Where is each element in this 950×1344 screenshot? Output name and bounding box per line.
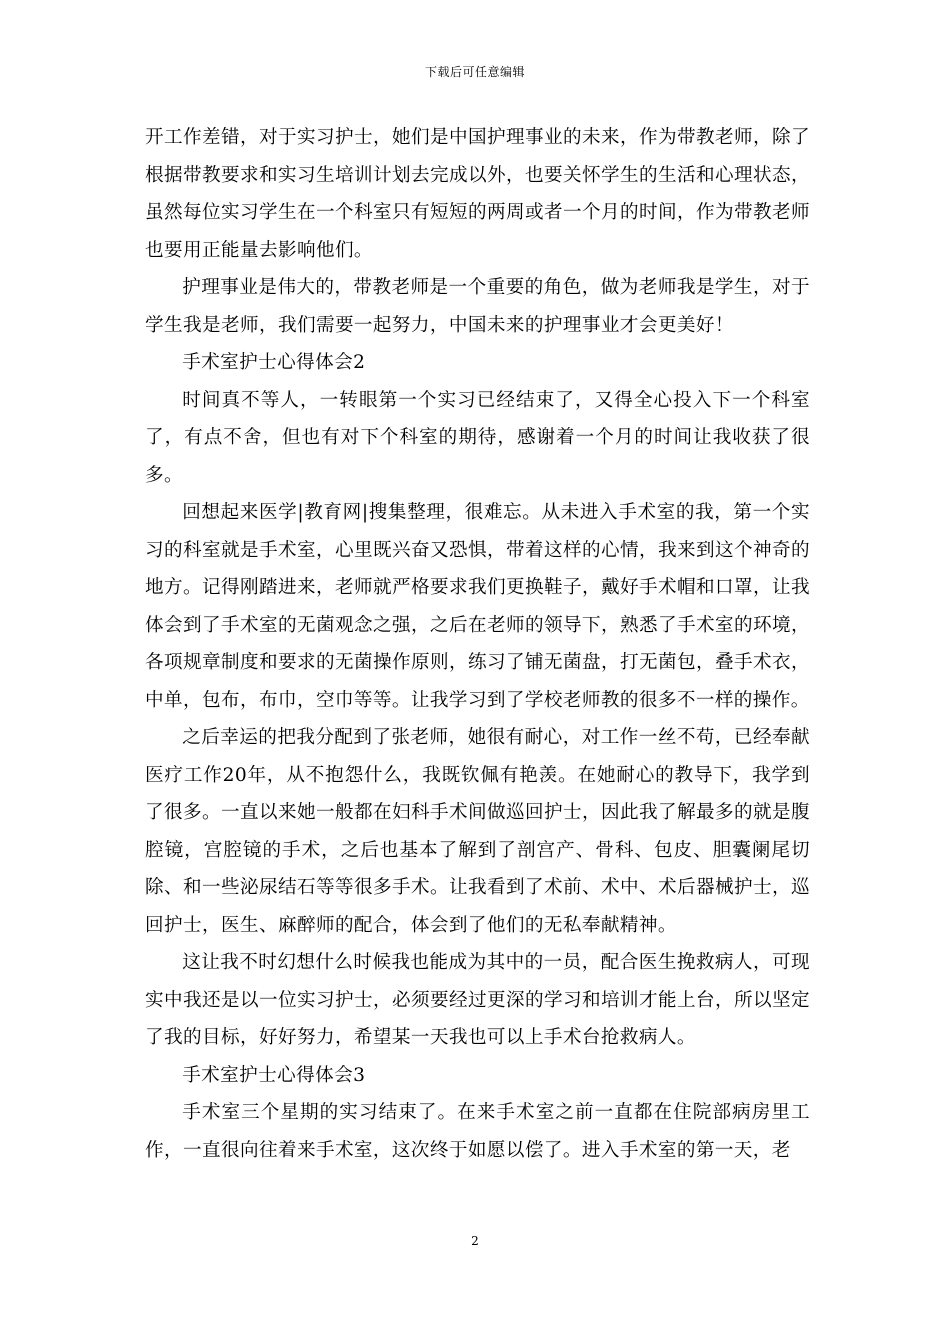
paragraph: 之后幸运的把我分配到了张老师，她很有耐心，对工作一丝不苟，已经奉献医疗工作20年，从不抱怨什么，我既钦佩有艳羡。在她耐心的教导下，我学到了很多。一直以来她一般都在妇科手术间做巡回护士，因此我了解最多的就是腹腔镜，宫腔镜的手术，之后也基本了解到了剖宫产、骨科、包皮、胆囊阑尾切除、和一些泌尿结石等等很多手术。让我看到了术前、术中、术后器械护士，巡回护士，医生、麻醉师的配合，体会到了他们的无私奉献精神。 [145, 727, 810, 936]
paragraph: 护理事业是伟大的，带教老师是一个重要的角色，做为老师我是学生，对于学生我是老师，我们需要一起努力，中国未来的护理事业才会更美好！ [145, 277, 810, 336]
section-heading-3: 手术室护士心得体会3 [182, 1064, 366, 1086]
paragraph: 这让我不时幻想什么时候我也能成为其中的一员，配合医生挽救病人，可现实中我还是以一位实习护士，必须要经过更深的学习和培训才能上台，所以坚定了我的目标，好好努力，希望某一天我也可以上手术台抢救病人。 [145, 952, 810, 1048]
paragraph: 回想起来医学|教育网|搜集整理，很难忘。从未进入手术室的我，第一个实习的科室就是手术室，心里既兴奋又恐惧，带着这样的心情，我来到这个神奇的地方。记得刚踏进来，老师就严格要求我们更换鞋子，戴好手术帽和口罩，让我体会到了手术室的无菌观念之强，之后在老师的领导下，熟悉了手术室的环境，各项规章制度和要求的无菌操作原则，练习了铺无菌盘，打无菌包，叠手术衣，中单，包布，布巾，空巾等等。让我学习到了学校老师教的很多不一样的操作。 [145, 502, 810, 711]
paragraph: 手术室三个星期的实习结束了。在来手术室之前一直都在住院部病房里工作，一直很向往着来手术室，这次终于如愿以偿了。进入手术室的第一天，老 [145, 1102, 810, 1161]
paragraph: 时间真不等人，一转眼第一个实习已经结束了，又得全心投入下一个科室了，有点不舍，但也有对下个科室的期待，感谢着一个月的时间让我收获了很多。 [145, 389, 810, 486]
page-number: 2 [471, 1234, 479, 1248]
paragraph-continued: 开工作差错，对于实习护士，她们是中国护理事业的未来，作为带教老师，除了根据带教要求和实习生培训计划去完成以外，也要关怀学生的生活和心理状态，虽然每位实习学生在一个科室只有短短的两周或者一个月的时间，作为带教老师也要用正能量去影响他们。 [145, 127, 810, 261]
page-header: 下载后可任意编辑 [424, 65, 525, 79]
body-text [145, 119, 810, 1169]
section-heading-2: 手术室护士心得体会2 [182, 352, 366, 373]
